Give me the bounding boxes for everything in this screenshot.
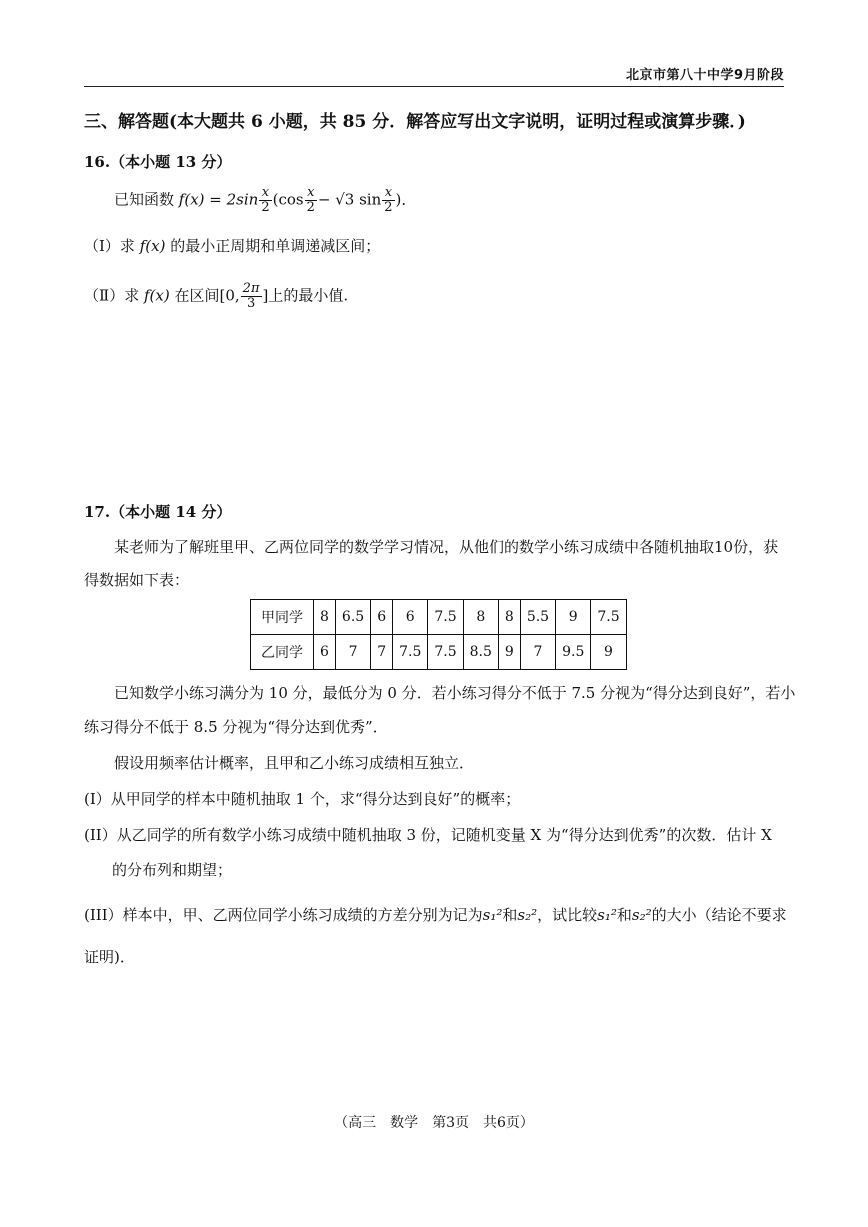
- score-cell: 8.5: [463, 635, 498, 670]
- score-cell: 7: [520, 635, 555, 670]
- q16-frac-x2-c: $\frac{x}{2}$: [384, 185, 393, 215]
- q16-frac-x2-b: $\frac{x}{2}$: [306, 185, 315, 215]
- q16-part1: （Ⅰ）求 f(x) 的最小正周期和单调递减区间；: [84, 237, 381, 255]
- score-cell: 8: [498, 600, 520, 635]
- q17-intro-line1: 某老师为了解班里甲、乙两位同学的数学学习情况，从他们的数学小练习成绩中各随机抽取10份，获: [114, 538, 779, 556]
- score-cell: 7.5: [428, 600, 463, 635]
- score-cell: 8: [314, 600, 336, 635]
- score-cell: 6: [371, 600, 393, 635]
- table-row: [251, 600, 627, 635]
- score-cell: 7.5: [393, 635, 428, 670]
- row-label: 甲同学: [251, 600, 314, 635]
- score-cell: 7.5: [428, 635, 463, 670]
- page-footer: （高三 数学 第3页 共6页）: [334, 1115, 534, 1131]
- score-cell: 9: [591, 635, 626, 670]
- q16-close: )．: [395, 190, 417, 209]
- score-cell: 9.5: [556, 635, 591, 670]
- q16-stem: [114, 186, 416, 215]
- q17-part1: (I）从甲同学的样本中随机抽取 1 个，求“得分达到良好”的概率；: [84, 790, 521, 808]
- q17-heading: 17.（本小题 14 分）: [84, 503, 232, 521]
- q17-part3-line1: (III）样本中，甲、乙两位同学小练习成绩的方差分别为记为s₁²和s₂²，试比较s₁²和s₂²的大小（结论不要求: [84, 906, 787, 924]
- score-cell: 5.5: [520, 600, 555, 635]
- section-title: 三、解答题(本大题共 6 小题，共 85 分．解答应写出文字说明，证明过程或演算步骤．): [84, 112, 746, 132]
- s2-squared: s₂²: [517, 906, 538, 924]
- q16-frac-2pi-3: $\frac{2\pi}{3}$: [242, 281, 260, 311]
- row-label: 乙同学: [251, 635, 314, 670]
- score-cell: 9: [498, 635, 520, 670]
- q16-stem-prefix: 已知函数: [114, 190, 175, 209]
- q17-intro-line2: 得数据如下表：: [84, 571, 190, 589]
- q17-rule-line2: 练习得分不低于 8.5 分视为“得分达到优秀”．: [84, 718, 388, 736]
- score-table: [250, 599, 627, 670]
- header-tag: 北京市第八十中学9月阶段: [625, 68, 784, 83]
- score-cell: 8: [463, 600, 498, 635]
- score-cell: 7: [335, 635, 370, 670]
- score-cell: 7: [371, 635, 393, 670]
- q16-func: f(x) = 2sin: [178, 190, 259, 209]
- score-cell: 6.5: [335, 600, 370, 635]
- score-cell: 7.5: [591, 600, 626, 635]
- q17-rule-line1: 已知数学小练习满分为 10 分，最低分为 0 分．若小练习得分不低于 7.5 分视为“得分达到良好”，若小: [114, 684, 796, 702]
- q16-frac-x2-a: $\frac{x}{2}$: [261, 185, 270, 215]
- q17-part2-line2: 的分布列和期望；: [112, 861, 233, 879]
- q17-part3-line2: 证明)．: [84, 948, 135, 966]
- s1-squared: s₁²: [482, 906, 503, 924]
- q16-heading: 16.（本小题 13 分）: [84, 153, 232, 171]
- score-cell: 6: [393, 600, 428, 635]
- q16-cos: (cos: [272, 190, 304, 209]
- score-cell: 9: [556, 600, 591, 635]
- q17-assumption: 假设用频率估计概率，且甲和乙小练习成绩相互独立．: [114, 754, 475, 772]
- table-row: [251, 635, 627, 670]
- header-rule: [84, 86, 784, 87]
- q16-minus-sqrt3: − √3 sin: [317, 190, 382, 209]
- q17-part2-line1: (II）从乙同学的所有数学小练习成绩中随机抽取 3 份，记随机变量 X 为“得分达到优秀”的次数．估计 X: [84, 826, 772, 844]
- score-cell: 6: [314, 635, 336, 670]
- q16-part2: （Ⅱ）求 f(x) 在区间[0, $\frac{2\pi}{3}$ ]上的最小值.: [84, 281, 349, 311]
